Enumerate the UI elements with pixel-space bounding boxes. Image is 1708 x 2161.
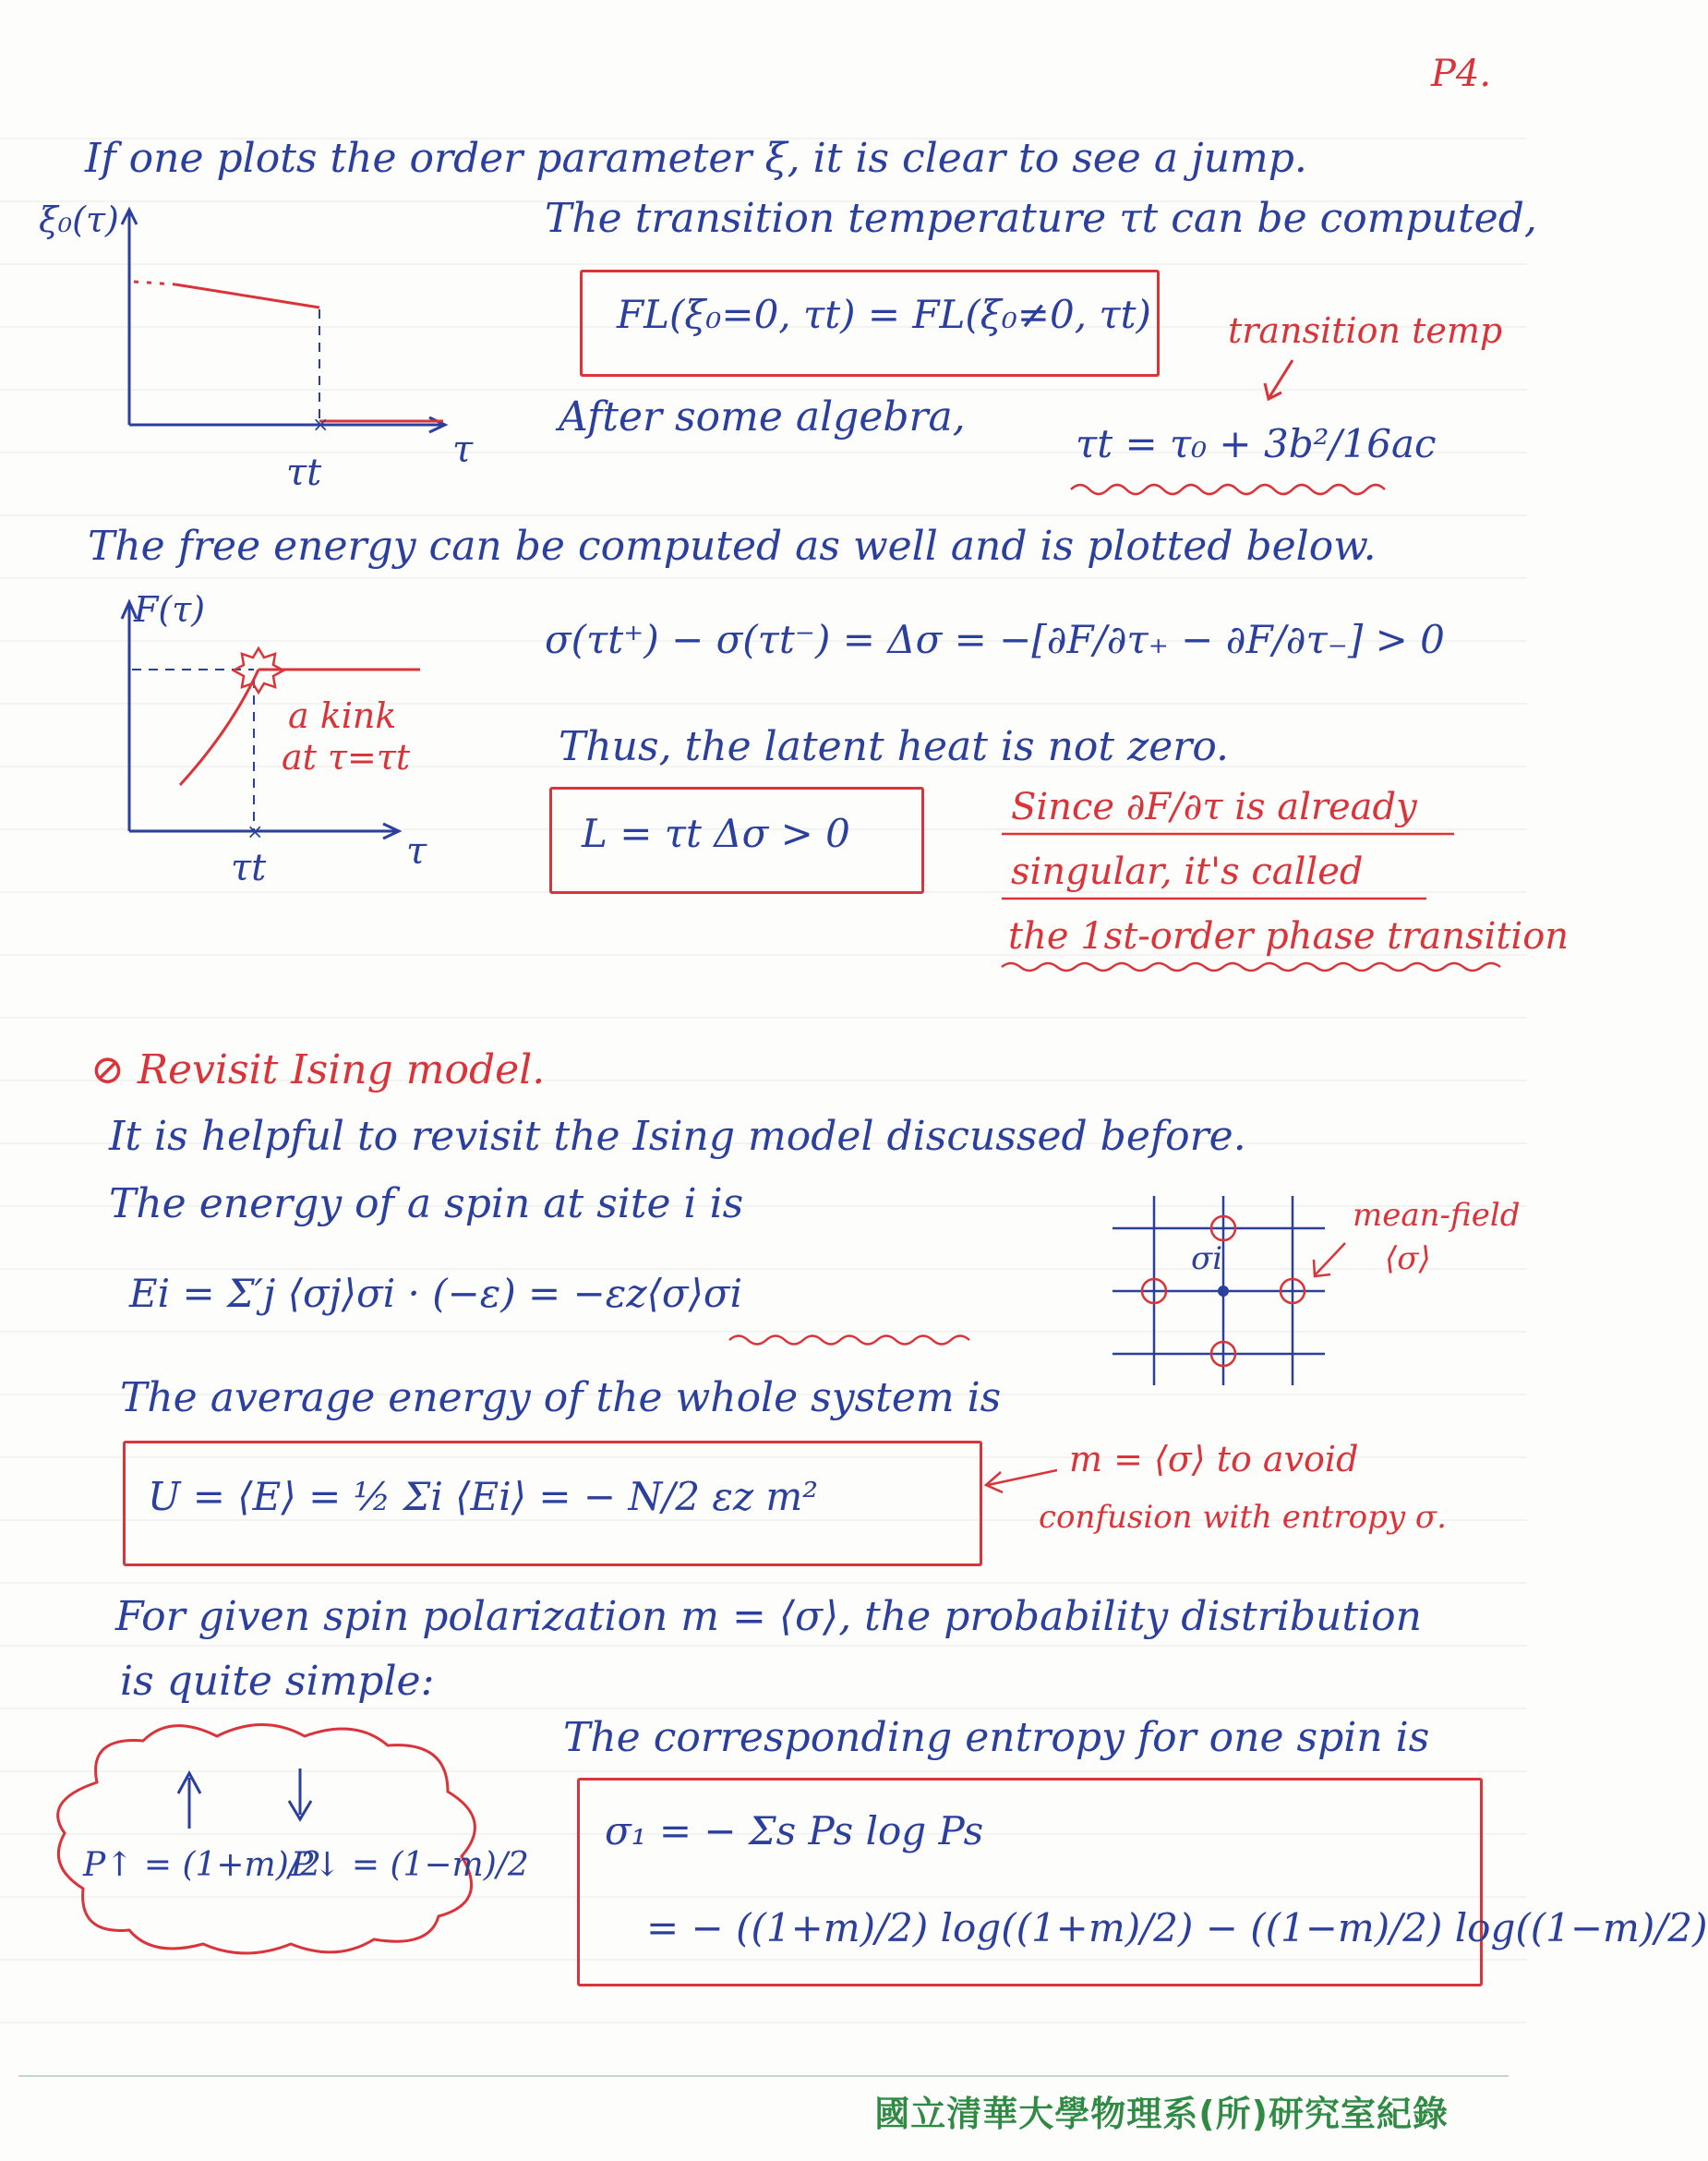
annotation-arrow — [1256, 356, 1311, 411]
ising-line-2: The energy of a spin at site i is — [109, 1180, 744, 1227]
footer-lab-record: 國立清華大學物理系(所)研究室紀錄 — [874, 2094, 1449, 2134]
mean-field-lattice — [1103, 1191, 1334, 1394]
since-line-1: Since ∂F/∂τ is already — [1011, 786, 1417, 828]
since-line-3: the 1st-order phase transition — [1008, 915, 1570, 958]
tau-t-label-plot1: τt — [286, 452, 322, 494]
m-note-2: confusion with entropy σ. — [1039, 1499, 1447, 1536]
entropy-line: The corresponding entropy for one spin is — [563, 1714, 1430, 1761]
since-underlines — [1002, 827, 1523, 984]
tau-t-result: τt = τ₀ + 3b²/16ac — [1076, 421, 1437, 466]
entropy-eq-1: σ₁ = − Σs Ps log Ps — [605, 1808, 984, 1853]
U-eq: U = ⟨E⟩ = ½ Σi ⟨Ei⟩ = − N/2 εz m² — [148, 1474, 819, 1519]
intro-line: If one plots the order parameter ξ, it is clear to see a jump. — [85, 135, 1307, 182]
free-energy-line: The free energy can be computed as well and is plotted below. — [88, 523, 1377, 570]
kink-label-2: at τ=τt — [282, 737, 411, 778]
entropy-jump-eq: σ(τt⁺) − σ(τt⁻) = Δσ = −[∂F/∂τ₊ − ∂F/∂τ₋] > 0 — [545, 617, 1445, 662]
m-note-1: m = ⟨σ⟩ to avoid — [1069, 1439, 1359, 1479]
algebra-line: After some algebra, — [559, 393, 966, 441]
tau-t-label-plot2: τt — [231, 847, 267, 889]
m-note-arrow — [979, 1459, 1062, 1496]
svg-text:×: × — [247, 821, 264, 844]
spin-energy-underline — [729, 1330, 988, 1350]
since-line-2: singular, it's called — [1011, 851, 1364, 893]
F-axis-label: F(τ) — [134, 589, 206, 630]
transition-temp-annotation: transition temp — [1228, 310, 1503, 351]
latent-heat-line: Thus, the latent heat is not zero. — [559, 723, 1230, 770]
p-down: P↓ = (1−m)/2 — [291, 1846, 529, 1884]
kink-label-1: a kink — [288, 695, 397, 736]
xi-axis-label: ξ₀(τ) — [39, 199, 119, 240]
svg-text:×: × — [312, 414, 330, 437]
p-up: P↑ = (1+m)/2 — [83, 1846, 321, 1884]
latent-heat-eq: L = τt Δσ > 0 — [582, 811, 850, 856]
tau-result-underline — [1071, 478, 1403, 501]
given-line-2: is quite simple: — [120, 1658, 435, 1705]
mean-field-label-1: mean-field — [1353, 1197, 1521, 1234]
probability-cloud — [42, 1718, 494, 1958]
order-parameter-plot — [37, 199, 499, 513]
tau-axis-label-plot2: τ — [406, 830, 427, 873]
ising-line-1: It is helpful to revisit the Ising model discussed before. — [109, 1113, 1246, 1160]
page-number: P4. — [1431, 53, 1492, 95]
sigma-i-label: σi — [1191, 1240, 1223, 1277]
spin-energy-eq: Ei = Σ′j ⟨σj⟩σi · (−ε) = −εz⟨σ⟩σi — [129, 1271, 743, 1316]
avg-energy-line: The average energy of the whole system is — [120, 1374, 1002, 1421]
transition-text: The transition temperature τt can be computed, — [545, 195, 1537, 242]
free-energy-equality: FL(ξ₀=0, τt) = FL(ξ₀≠0, τt) — [617, 292, 1151, 337]
entropy-eq-2: = − ((1+m)/2) log((1+m)/2) − ((1−m)/2) log((1−m)/2) — [646, 1905, 1708, 1950]
tau-axis-label-plot1: τ — [452, 429, 474, 471]
mean-field-label-2: ⟨σ⟩ — [1385, 1240, 1431, 1277]
given-line-1: For given spin polarization m = ⟨σ⟩, the probability distribution — [115, 1593, 1422, 1640]
mean-field-arrow — [1306, 1237, 1353, 1284]
ising-heading: ⊘ Revisit Ising model. — [90, 1046, 546, 1093]
